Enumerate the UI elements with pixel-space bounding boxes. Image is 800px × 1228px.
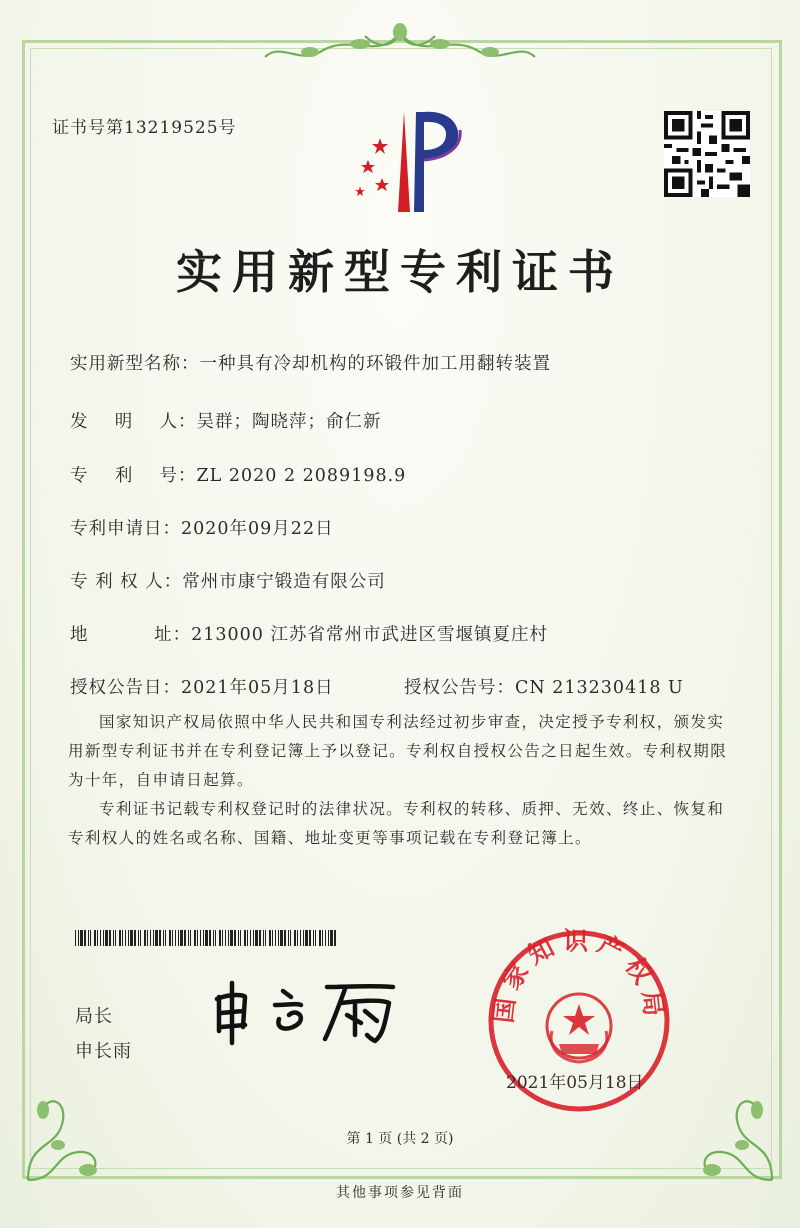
field-patent-number [70,462,406,487]
page-indicator: 第 1 页 (共 2 页) [346,1131,454,1147]
svg-text:国家知识产权局: 国家知识产权局 [488,926,670,1025]
field-inventor [70,408,382,433]
field-value: CN 213230418 U [515,678,684,698]
field-label: 授权公告日： [70,678,181,698]
field-owner [70,568,386,593]
field-apply-date [70,515,334,540]
field-grant-date [70,674,334,699]
field-address [70,621,548,646]
barcode-icon [75,930,337,946]
field-value: 2021年05月18日 [181,678,334,698]
field-label: 专 利 权 人： [70,572,183,592]
field-label: 专 利 号： [70,466,197,486]
signatory-title: 局长 [75,1006,113,1027]
field-value: 213000 江苏省常州市武进区雪堰镇夏庄村 [191,625,549,645]
field-value: 一种具有冷却机构的环锻件加工用翻转装置 [199,354,551,374]
field-label: 发 明 人： [70,412,197,432]
footer-note: 其他事项参见背面 [336,1185,464,1201]
body-paragraph-2: 专利证书记载专利权登记时的法律状况。专利权的转移、质押、无效、终止、恢复和专利权人的姓名或名称、国籍、地址变更等事项记载在专利登记簿上。 [68,800,725,847]
field-value: 2020年09月22日 [181,519,334,539]
body-paragraph-1: 国家知识产权局依照中华人民共和国专利法经过初步审查，决定授予专利权，颁发实用新型专利证书并在专利登记簿上予以登记。专利权自授权公告之日起生效。专利权期限为十年，自申请日起算。 [68,713,728,789]
field-label: 实用新型名称： [70,354,200,374]
certificate-title: 实用新型专利证书 [176,245,624,299]
certificate-number: 证书号第13219525号 [52,118,237,138]
field-value: ZL 2020 2 2089198.9 [196,466,407,486]
field-utility-name [70,350,551,375]
field-grant-number [404,674,684,699]
signatory-name: 申长雨 [75,1041,132,1062]
cnipa-logo-icon [338,104,468,219]
top-ornament-icon [260,22,540,72]
field-label: 专利申请日： [70,519,181,539]
field-value: 吴群；陶晓萍；俞仁新 [196,412,382,432]
qr-code-icon [664,111,750,197]
field-value: 常州市康宁锻造有限公司 [182,572,386,592]
handwritten-signature-icon [205,975,405,1047]
field-label: 地 址： [70,625,192,645]
field-label: 授权公告号： [404,678,515,698]
seal-date: 2021年05月18日 [506,1073,644,1093]
